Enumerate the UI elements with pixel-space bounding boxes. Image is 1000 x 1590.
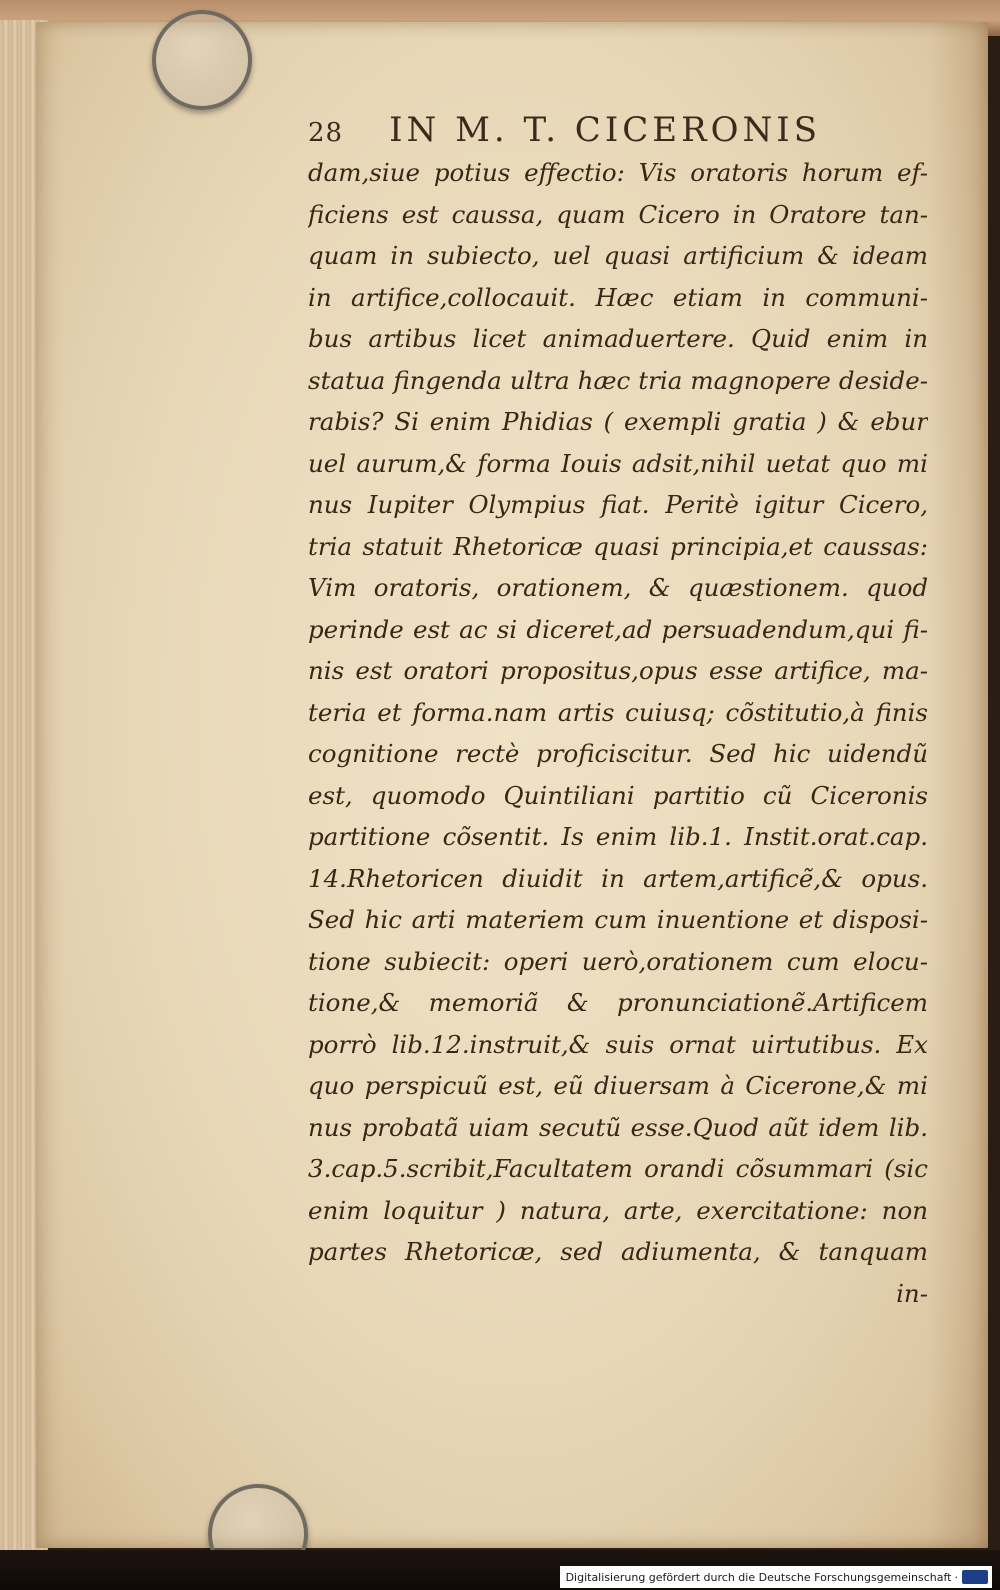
text-line: quo perspicuũ est, eũ diuersam à Cicerone,& mi	[308, 1071, 928, 1100]
text-line: bus artibus licet animaduertere. Quid enim in	[308, 324, 928, 353]
page-number: 28	[308, 118, 344, 148]
text-line: Sed hic arti materiem cum inuentione et disposi-	[308, 905, 928, 934]
text-line: tione,& memoriã & pronunciationẽ.Artificem	[308, 988, 928, 1017]
text-line: quam in subiecto, uel quasi artificium & ideam	[308, 241, 928, 270]
funding-credit-text: Digitalisierung gefördert durch die Deutsche Forschungsgemeinschaft	[565, 1570, 952, 1584]
page-holder-clip-top	[152, 10, 252, 110]
text-line: partitione cõsentit. Is enim lib.1. Instit.orat.cap.	[308, 822, 928, 851]
catchword: in-	[896, 1278, 928, 1308]
text-line: enim loquitur ) natura, arte, exercitatione: non	[308, 1195, 928, 1225]
page-header	[308, 110, 928, 150]
text-line: tria statuit Rhetoricæ quasi principia,et caussas:	[308, 531, 928, 561]
text-line: dam,siue potius effectio: Vis oratoris horum ef-	[308, 158, 928, 187]
text-line: Vim oratoris, orationem, & quæstionem. quod	[308, 573, 928, 602]
text-line: nis est oratori propositus,opus esse artifice, ma-	[308, 656, 928, 685]
text-line: porrò lib.12.instruit,& suis ornat uirtutibus. Ex	[308, 1029, 928, 1059]
text-line: in artifice,collocauit. Hæc etiam in communi-	[308, 282, 928, 312]
text-line: cognitione rectè proficiscitur. Sed hic uidendũ	[308, 739, 928, 768]
text-line: perinde est ac si diceret,ad persuadendum,qui fi-	[308, 614, 928, 644]
text-line: statua fingenda ultra hæc tria magnopere deside-	[308, 365, 928, 395]
text-line: rabis? Si enim Phidias ( exempli gratia ) & ebur	[308, 407, 928, 436]
text-line: est, quomodo Quintiliani partitio cũ Ciceronis	[308, 780, 928, 810]
text-line: nus probatã uiam secutũ esse.Quod aũt idem lib.	[308, 1112, 928, 1142]
running-head: IN M. T. CICERONIS	[389, 110, 822, 150]
text-line: partes Rhetoricæ, sed adiumenta, & tanquam	[308, 1237, 928, 1266]
text-line: 3.cap.5.scribit,Facultatem orandi cõsummari (sic	[308, 1154, 928, 1183]
text-line: tione subiecit: operi uerò,orationem cum elocu-	[308, 946, 928, 976]
text-line: uel aurum,& forma Iouis adsit,nihil uetat quo mi	[308, 448, 928, 478]
page-shadow	[928, 22, 988, 1548]
text-line: teria et forma.nam artis cuiusq; cõstitutio,à finis	[308, 697, 928, 727]
text-line: 14.Rhetoricen diuidit in artem,artificẽ,& opus.	[308, 863, 928, 893]
text-line: nus Iupiter Olympius fiat. Peritè igitur Cicero,	[308, 490, 928, 519]
text-line: ficiens est caussa, quam Cicero in Oratore tan-	[308, 199, 928, 229]
dfg-logo-icon	[962, 1570, 988, 1584]
funding-credit-bar: Digitalisierung gefördert durch die Deutsche Forschungsgemeinschaft ·	[560, 1566, 992, 1588]
body-text	[308, 152, 928, 1314]
